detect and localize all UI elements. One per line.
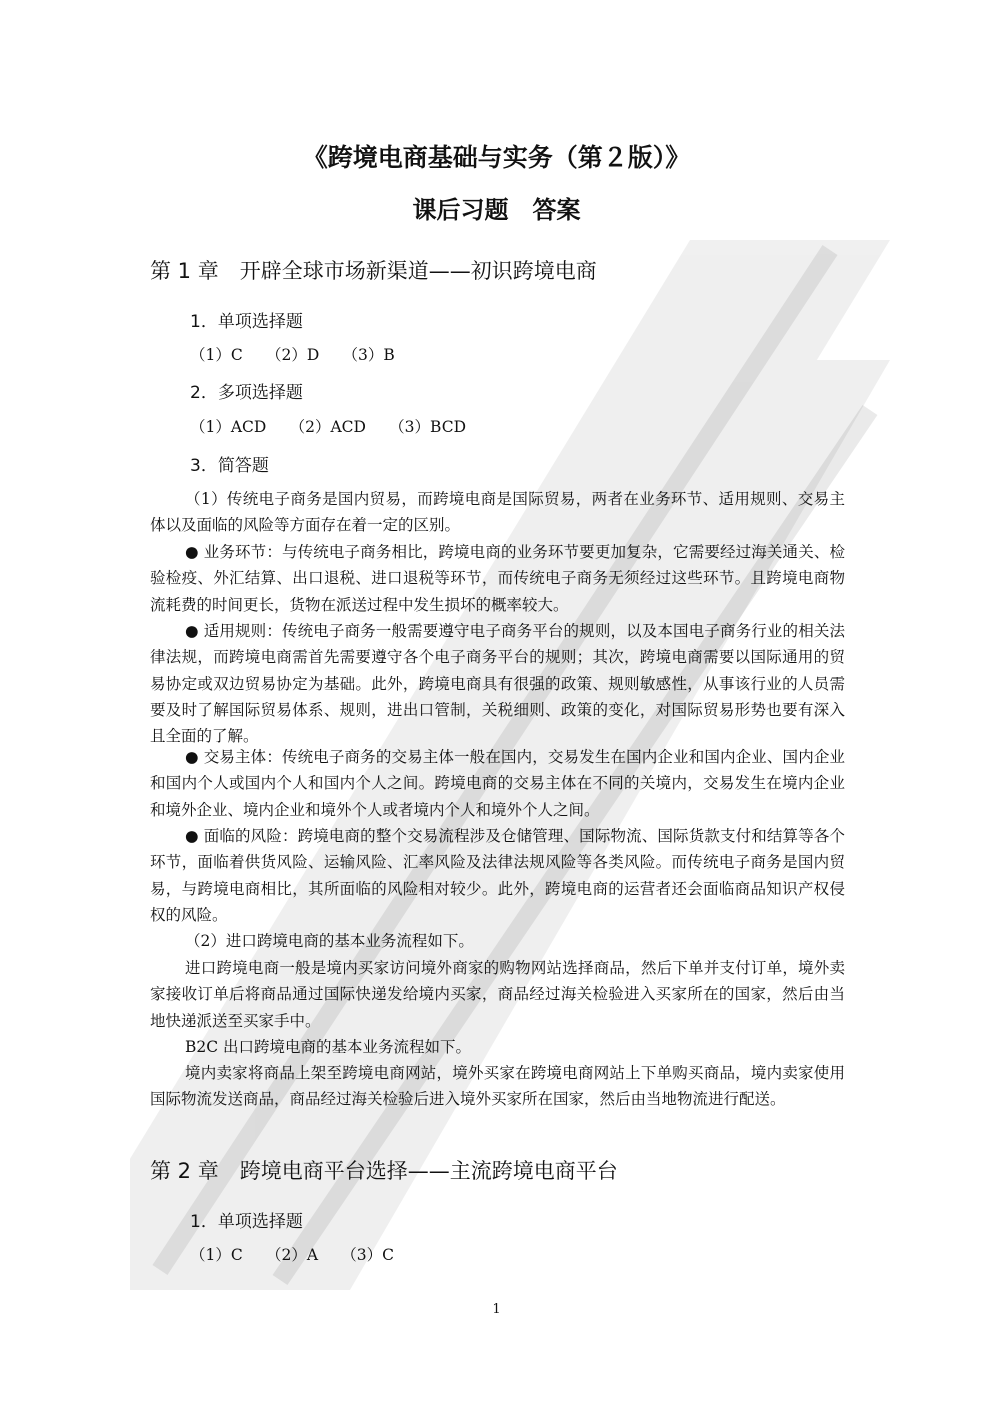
document-title: 《跨境电商基础与实务（第２版）》 [302,143,691,172]
ch2-single-choice-heading: 1．单项选择题 [190,1212,303,1232]
ch1-answer-paragraph: （1）传统电子商务是国内贸易，而跨境电商是国际贸易，两者在业务环节、适用规则、交易主体以及面临的风险等方面存在着一定的区别。 [150,490,845,535]
ch1-single-choice-heading: 1．单项选择题 [190,312,303,332]
document-subtitle: 课后习题 答案 [412,196,581,224]
ch1-answer-paragraph: ● 业务环节：与传统电子商务相比，跨境电商的业务环节要更加复杂，它需要经过海关通关、检验检疫、外汇结算、出口退税、进口退税等环节，而传统电子商务无须经过这些环节。且跨境电商物流耗费的时间更长，货物在派送过程中发生损坏的概率较大。 [150,543,845,614]
chapter-2-heading: 第 2 章 跨境电商平台选择——主流跨境电商平台 [150,1159,618,1183]
ch1-answer-paragraph: ● 交易主体：传统电子商务的交易主体一般在国内，交易发生在国内企业和国内企业、国内企业和国内个人或国内个人和国内个人之间。跨境电商的交易主体在不同的关境内，交易发生在境内企业和境外企业、境内企业和境外个人或者境内个人和境外个人之间。 [150,748,845,819]
ch2-single-choice-answers: （1）C （2）A （3）C [190,1246,394,1264]
chapter-1-heading: 第 1 章 开辟全球市场新渠道——初识跨境电商 [150,259,597,283]
ch1-short-answer-heading: 3．简答题 [190,456,269,476]
ch1-answer-paragraph: ● 适用规则：传统电子商务一般需要遵守电子商务平台的规则，以及本国电子商务行业的相关法律法规，而跨境电商需首先需要遵守各个电子商务平台的规则；其次，跨境电商需要以国际通用的贸易协定或双边贸易协定为基础。此外，跨境电商具有很强的政策、规则敏感性，从事该行业的人员需要及时了解国际贸易体系、规则，进出口管制，关税细则、政策的变化，对国际贸易形势也要有深入且全面的了解。 [150,622,845,746]
ch1-multiple-choice-answers: （1）ACD （2）ACD （3）BCD [190,418,467,436]
ch1-answer-paragraph: （2）进口跨境电商的基本业务流程如下。 [185,932,474,950]
ch1-multiple-choice-heading: 2．多项选择题 [190,383,303,403]
ch1-answer-paragraph: ● 面临的风险：跨境电商的整个交易流程涉及仓储管理、国际物流、国际货款支付和结算等各个环节，面临着供货风险、运输风险、汇率风险及法律法规风险等各类风险。而传统电子商务是国内贸易，与跨境电商相比，其所面临的风险相对较少。此外，跨境电商的运营者还会面临商品知识产权侵权的风险。 [150,827,845,924]
ch1-single-choice-answers: （1）C （2）D （3）B [190,346,395,364]
ch1-answer-paragraph: 境内卖家将商品上架至跨境电商网站，境外买家在跨境电商网站上下单购买商品，境内卖家使用国际物流发送商品，商品经过海关检验后进入境外买家所在国家，然后由当地物流进行配送。 [150,1064,845,1109]
ch1-answer-paragraph: 进口跨境电商一般是境内买家访问境外商家的购物网站选择商品，然后下单并支付订单，境外卖家接收订单后将商品通过国际快递发给境内买家，商品经过海关检验进入买家所在的国家，然后由当地快递派送至买家手中。 [150,959,845,1030]
page-number: 1 [492,1302,501,1317]
ch1-answer-paragraph: B2C 出口跨境电商的基本业务流程如下。 [185,1038,472,1056]
